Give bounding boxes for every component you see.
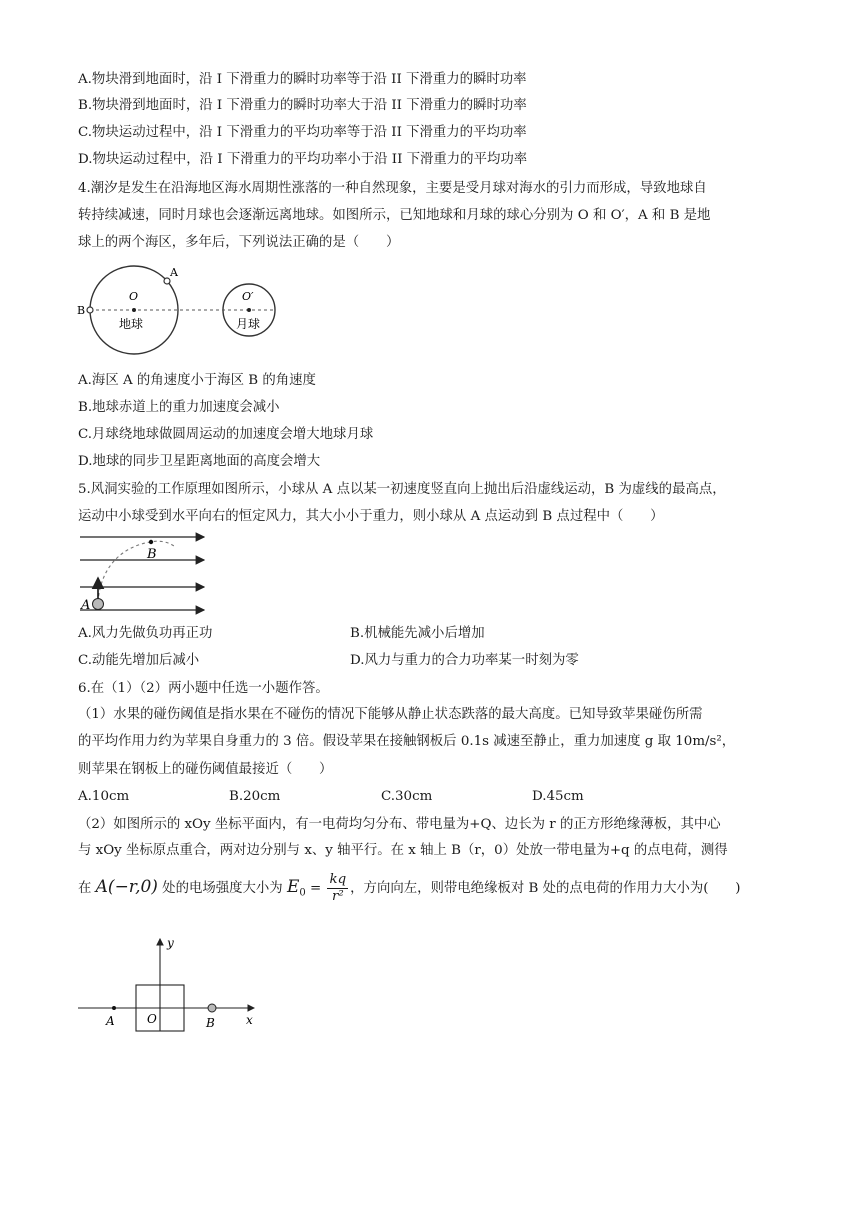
q5-option-c: C.动能先增加后减小: [78, 653, 200, 668]
q4-stem-line-2: 转持续减速，同时月球也会逐渐远离地球。如图所示，已知地球和月球的球心分别为 O 和 O′，A 和 B 是地: [78, 208, 711, 223]
label-o-prime: O′: [242, 290, 254, 303]
label-a: A: [81, 598, 91, 613]
point-b-marker: [87, 307, 93, 313]
q6-sub2-e: E: [286, 877, 300, 897]
q6-sub2-eq: =: [305, 881, 326, 896]
label-moon: 月球: [236, 317, 261, 331]
q6-sub2-pre: 在: [78, 881, 96, 896]
wind-tunnel-figure: [76, 528, 216, 616]
q6-sub2-line-2: 与 xOy 坐标原点重合，两对边分别与 x、y 轴平行。在 x 轴上 B（r，0）处放一带电量为+q 的点电荷，测得: [78, 843, 728, 858]
q4-stem-line-3: 球上的两个海区，多年后，下列说法正确的是（ ）: [78, 235, 400, 250]
q6-sub1-line-2: 的平均作用力约为苹果自身重力的 3 倍。假设苹果在接触钢板后 0.1s 减速至静止，重力加速度 g 取 10m/s²，: [78, 734, 736, 749]
label-b: B: [77, 304, 86, 317]
q6-sub2-post: ，方向向左，则带电绝缘板对 B 处的点电荷的作用力大小为( ): [350, 881, 741, 896]
q5-option-a: A.风力先做负功再正功: [78, 626, 213, 641]
q6-sub2-line-1: （2）如图所示的 xOy 坐标平面内，有一电荷均匀分布、带电量为+Q、边长为 r 的正方形绝缘薄板，其中心: [78, 817, 721, 832]
q6-sub2-fraction: [327, 872, 348, 905]
q4-option-b: B.地球赤道上的重力加速度会减小: [78, 400, 280, 415]
q5-option-d: D.风力与重力的合力功率某一时刻为零: [350, 653, 579, 668]
q6-sub1-option-b: B.20cm: [229, 789, 281, 804]
label-x: x: [246, 1013, 253, 1027]
q5-option-b: B.机械能先减小后增加: [350, 626, 485, 641]
q4-option-d: D.地球的同步卫星距离地面的高度会增大: [78, 454, 321, 469]
q3-option-d: D.物块运动过程中，沿 I 下滑重力的平均功率小于沿 II 下滑重力的平均功率: [78, 152, 528, 167]
q6-sub2-mid: 处的电场强度大小为: [157, 881, 287, 896]
q6-sub2-point: A(−r,0): [95, 877, 158, 897]
fraction-denominator: r²: [331, 889, 344, 904]
q6-sub2-line-3: [78, 870, 741, 911]
q4-option-c: C.月球绕地球做圆周运动的加速度会增大地球月球: [78, 427, 374, 442]
q6-sub1-option-c: C.30cm: [381, 789, 433, 804]
earth-moon-figure: [76, 262, 286, 362]
charged-plate-figure: [76, 933, 262, 1033]
fraction-numerator: kq: [329, 872, 347, 887]
label-o: O: [129, 290, 139, 303]
q6-sub1-line-1: （1）水果的碰伤阈值是指水果在不碰伤的情况下能够从静止状态跌落的最大高度。已知导致苹果碰伤所需: [78, 707, 703, 722]
label-b: B: [206, 1016, 215, 1030]
label-a: A: [106, 1014, 115, 1028]
q6-sub2-e-sub: 0: [299, 887, 306, 899]
label-earth: 地球: [119, 317, 144, 331]
q6-sub1-option-d: D.45cm: [532, 789, 584, 804]
label-a: A: [170, 266, 178, 279]
q6-sub1-option-a: A.10cm: [78, 789, 130, 804]
q6-sub1-line-3: 则苹果在钢板上的碰伤阈值最接近（ ）: [78, 762, 333, 777]
q3-option-a: A.物块滑到地面时，沿 I 下滑重力的瞬时功率等于沿 II 下滑重力的瞬时功率: [78, 72, 527, 87]
q5-stem-line-1: 5.风洞实验的工作原理如图所示，小球从 A 点以某一初速度竖直向上抛出后沿虚线运动，B 为虚线的最高点，: [78, 482, 726, 497]
label-o: O: [147, 1012, 157, 1026]
label-b: B: [147, 547, 157, 562]
q3-option-c: C.物块运动过程中，沿 I 下滑重力的平均功率等于沿 II 下滑重力的平均功率: [78, 125, 527, 140]
q4-option-a: A.海区 A 的角速度小于海区 B 的角速度: [78, 373, 316, 388]
q5-stem-line-2: 运动中小球受到水平向右的恒定风力，其大小小于重力，则小球从 A 点运动到 B 点过程中（ ）: [78, 509, 664, 524]
q3-option-b: B.物块滑到地面时，沿 I 下滑重力的瞬时功率大于沿 II 下滑重力的瞬时功率: [78, 98, 527, 113]
q4-stem-line-1: 4.潮汐是发生在沿海地区海水周期性涨落的一种自然现象，主要是受月球对海水的引力而形成，导致地球自: [78, 181, 707, 196]
q6-stem: 6.在（1）（2）两小题中任选一小题作答。: [78, 681, 329, 696]
label-y: y: [167, 936, 174, 950]
